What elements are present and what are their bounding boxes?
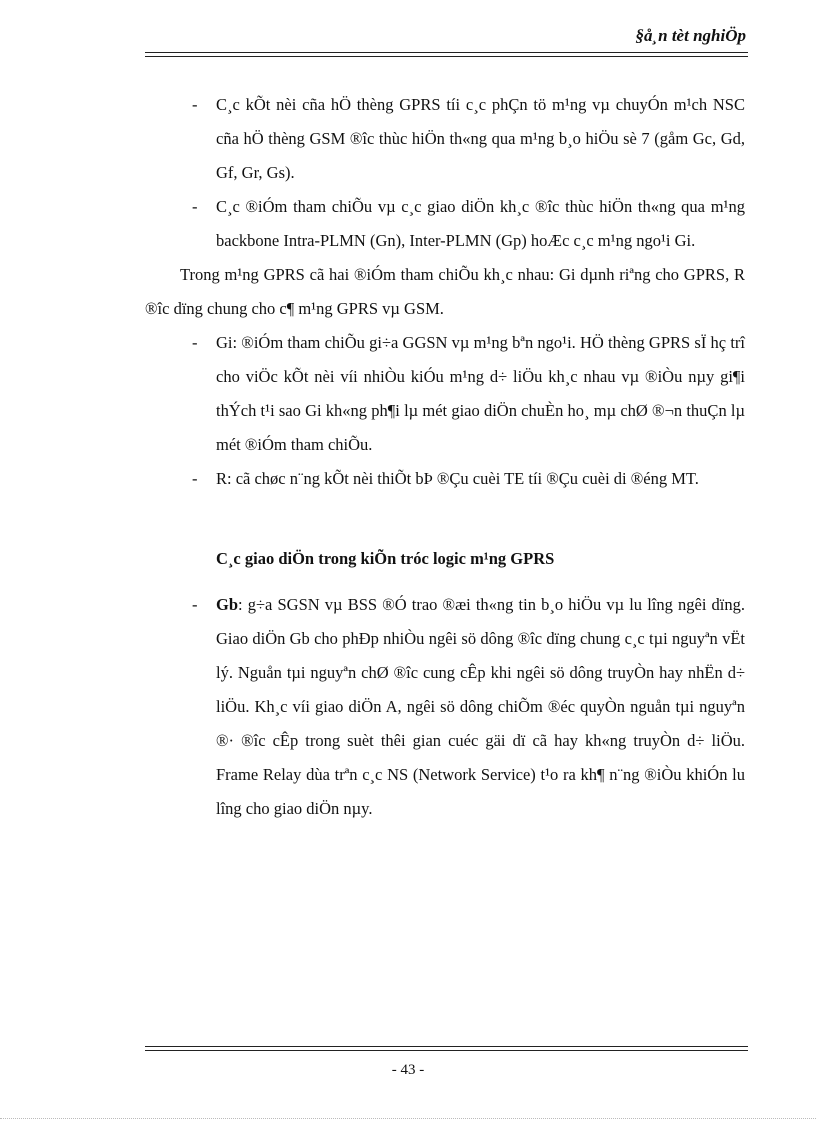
header-rule-double bbox=[145, 56, 748, 57]
page-content bbox=[145, 88, 745, 826]
bullet-text: C¸c kÕt nèi cña hÖ thèng GPRS tíi c¸c phÇn tö m¹ng vµ chuyÓn m¹ch NSC cña hÖ thèng GSM ®îc thùc hiÖn th«ng qua m¹ng b¸o hiÖu sè 7 (gåm Gc, Gd, Gf, Gr, Gs). bbox=[216, 95, 745, 182]
bullet-text: R: cã chøc n¨ng kÕt nèi thiÕt bÞ ®Çu cuèi TE tíi ®Çu cuèi di ®éng MT. bbox=[216, 469, 699, 488]
page-bottom-border bbox=[0, 1118, 816, 1119]
bullet-item bbox=[145, 326, 745, 462]
bullet-dash: - bbox=[192, 595, 198, 614]
header-rule bbox=[145, 52, 748, 53]
bullet-dash: - bbox=[192, 95, 198, 114]
spacer bbox=[145, 496, 745, 542]
section-heading: C¸c giao diÖn trong kiÕn tróc logic m¹ng GPRS bbox=[216, 549, 555, 568]
bullet-dash: - bbox=[192, 333, 198, 352]
bullet-text: Gi: ®iÓm tham chiÕu gi÷a GGSN vµ m¹ng bªn ngo¹i. HÖ thèng GPRS sÏ hç trî cho viÖc kÕt nèi víi nhiÒu kiÓu m¹ng d÷ liÖu kh¸c nhau vµ ®iÒu nµy gi¶i thÝch t¹i sao Gi kh«ng ph¶i lµ mét giao diÖn chuÈn ho¸ mµ chØ ®¬n thuÇn lµ mét ®iÓm tham chiÕu. bbox=[216, 333, 745, 454]
bullet-item bbox=[145, 462, 745, 496]
footer-rule-double bbox=[145, 1050, 748, 1051]
footer-rule bbox=[145, 1046, 748, 1047]
bullet-dash: - bbox=[192, 197, 198, 216]
bullet-label: Gb bbox=[216, 595, 239, 614]
bullet-item bbox=[145, 190, 745, 258]
bullet-item bbox=[145, 88, 745, 190]
page-header-title: §å¸n tèt nghiÖp bbox=[635, 26, 746, 45]
body-paragraph: Trong m¹ng GPRS cã hai ®iÓm tham chiÕu kh¸c nhau: Gi dµnh riªng cho GPRS, R ®îc dïng chung cho c¶ m¹ng GPRS vµ GSM. bbox=[145, 265, 745, 318]
bullet-text: : g÷a SGSN vµ BSS ®Ó trao ®æi th«ng tin b¸o hiÖu vµ lu lîng ngêi dïng. Giao diÖn Gb cho phÐp nhiÒu ngêi sö dông ®îc dïng chung c¸c tµi nguyªn vËt lý. Nguån tµi nguyªn chØ ®îc cung cÊp khi ngêi sö dông truyÒn hay nhËn d÷ liÖu. Kh¸c víi giao diÖn A, ngêi sö dông chiÕm ®éc quyÒn nguån tµi nguyªn ®· ®îc cÊp trong suèt thêi gian cuéc gäi dï cã hay kh«ng truyÒn d÷ liÖu. Frame Relay dùa trªn c¸c NS (Network Service) t¹o ra kh¶ n¨ng ®iÒu khiÓn lu lîng cho giao diÖn nµy. bbox=[216, 595, 745, 818]
spacer bbox=[145, 576, 745, 588]
bullet-item-gb bbox=[145, 588, 745, 826]
page-number: - 43 - bbox=[391, 1062, 425, 1078]
bullet-text: C¸c ®iÓm tham chiÕu vµ c¸c giao diÖn kh¸c ®îc thùc hiÖn th«ng qua m¹ng backbone Intra-PLMN (Gn), Inter-PLMN (Gp) hoÆc c¸c m¹ng ngo¹i Gi. bbox=[216, 197, 745, 250]
bullet-dash: - bbox=[192, 469, 198, 488]
